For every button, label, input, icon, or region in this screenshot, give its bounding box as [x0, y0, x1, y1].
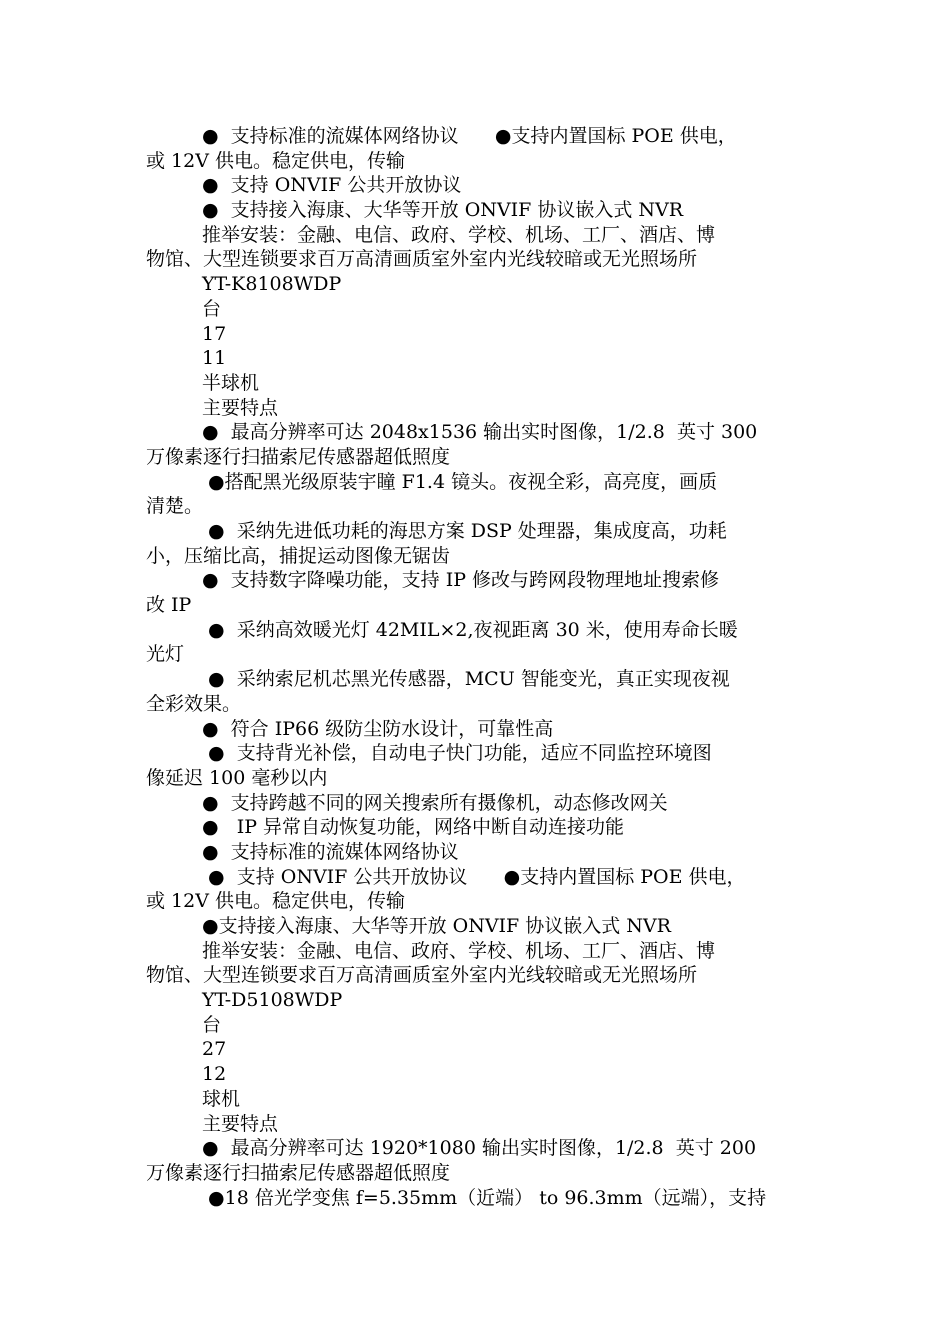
document-line: 小，压缩比高，捕捉运动图像无锯齿	[146, 544, 451, 567]
document-line: 推举安装：金融、电信、政府、学校、机场、工厂、酒店、博	[202, 223, 716, 246]
document-line: 光灯	[146, 643, 185, 666]
document-line: ●搭配黑光级原装宇瞳 F1.4 镜头。夜视全彩，高亮度，画质	[202, 470, 718, 493]
document-line: 17	[202, 322, 227, 345]
document-line: 球机	[202, 1087, 241, 1110]
document-line: ● IP 异常自动恢复功能，网络中断自动连接功能	[202, 816, 625, 839]
document-line: 或 12V 供电。稳定供电，传输	[146, 890, 405, 913]
document-line: 清楚。	[146, 495, 204, 518]
document-line: 改 IP	[146, 594, 192, 617]
document-line: ● 采纳索尼机芯黑光传感器，MCU 智能变光，真正实现夜视	[202, 668, 730, 691]
document-line: 推举安装：金融、电信、政府、学校、机场、工厂、酒店、博	[202, 939, 716, 962]
document-line: ● 符合 IP66 级防尘防水设计，可靠性高	[202, 717, 554, 740]
document-body	[146, 124, 810, 1210]
document-line: ● 支持标准的流媒体网络协议	[202, 840, 459, 863]
document-line: ● 采纳高效暖光灯 42MIL×2,夜视距离 30 米，使用寿命长暖	[202, 618, 738, 641]
document-line: ● 支持数字降噪功能，支持 IP 修改与跨网段物理地址搜索修	[202, 569, 720, 592]
document-line: ● 最高分辨率可达 1920*1080 输出实时图像，1/2.8 英寸 200	[202, 1137, 757, 1160]
document-line: 万像素逐行扫描索尼传感器超低照度	[146, 1161, 451, 1184]
document-line: 主要特点	[202, 396, 279, 419]
document-line: ● 支持 ONVIF 公共开放协议 ●支持内置国标 POE 供电，	[202, 865, 746, 888]
document-line: ● 支持跨越不同的网关搜索所有摄像机，动态修改网关	[202, 791, 668, 814]
document-line: ● 支持背光补偿，自动电子快门功能，适应不同监控环境图	[202, 742, 712, 765]
document-line: ●18 倍光学变焦 f=5.35mm（近端） to 96.3mm（远端），支持	[202, 1186, 767, 1209]
document-line: 万像素逐行扫描索尼传感器超低照度	[146, 445, 451, 468]
document-line: ●支持接入海康、大华等开放 ONVIF 协议嵌入式 NVR	[202, 915, 671, 937]
document-line: 11	[202, 347, 227, 370]
document-line: ● 支持 ONVIF 公共开放协议	[202, 174, 462, 197]
document-line: 像延迟 100 毫秒以内	[146, 766, 328, 789]
document-line: 台	[202, 1013, 222, 1036]
document-line: ● 支持接入海康、大华等开放 ONVIF 协议嵌入式 NVR	[202, 199, 684, 222]
document-line: 或 12V 供电。稳定供电，传输	[146, 149, 405, 172]
document-line: 物馆、大型连锁要求百万高清画质室外室内光线较暗或无光照场所	[146, 964, 698, 987]
document-line: YT-D5108WDP	[202, 989, 343, 1012]
document-line: 全彩效果。	[146, 692, 242, 715]
document-line: 物馆、大型连锁要求百万高清画质室外室内光线较暗或无光照场所	[146, 248, 698, 271]
document-line: YT-K8108WDP	[202, 273, 342, 296]
document-line: 27	[202, 1038, 227, 1061]
document-line: 半球机	[202, 371, 260, 394]
document-line: 主要特点	[202, 1112, 279, 1135]
document-line: ● 采纳先进低功耗的海思方案 DSP 处理器，集成度高，功耗	[202, 520, 727, 542]
document-line: 台	[202, 297, 222, 320]
document-line: 12	[202, 1063, 227, 1086]
document-line: ● 支持标准的流媒体网络协议 ●支持内置国标 POE 供电，	[202, 125, 737, 147]
document-line: ● 最高分辨率可达 2048x1536 输出实时图像，1/2.8 英寸 300	[202, 421, 758, 444]
